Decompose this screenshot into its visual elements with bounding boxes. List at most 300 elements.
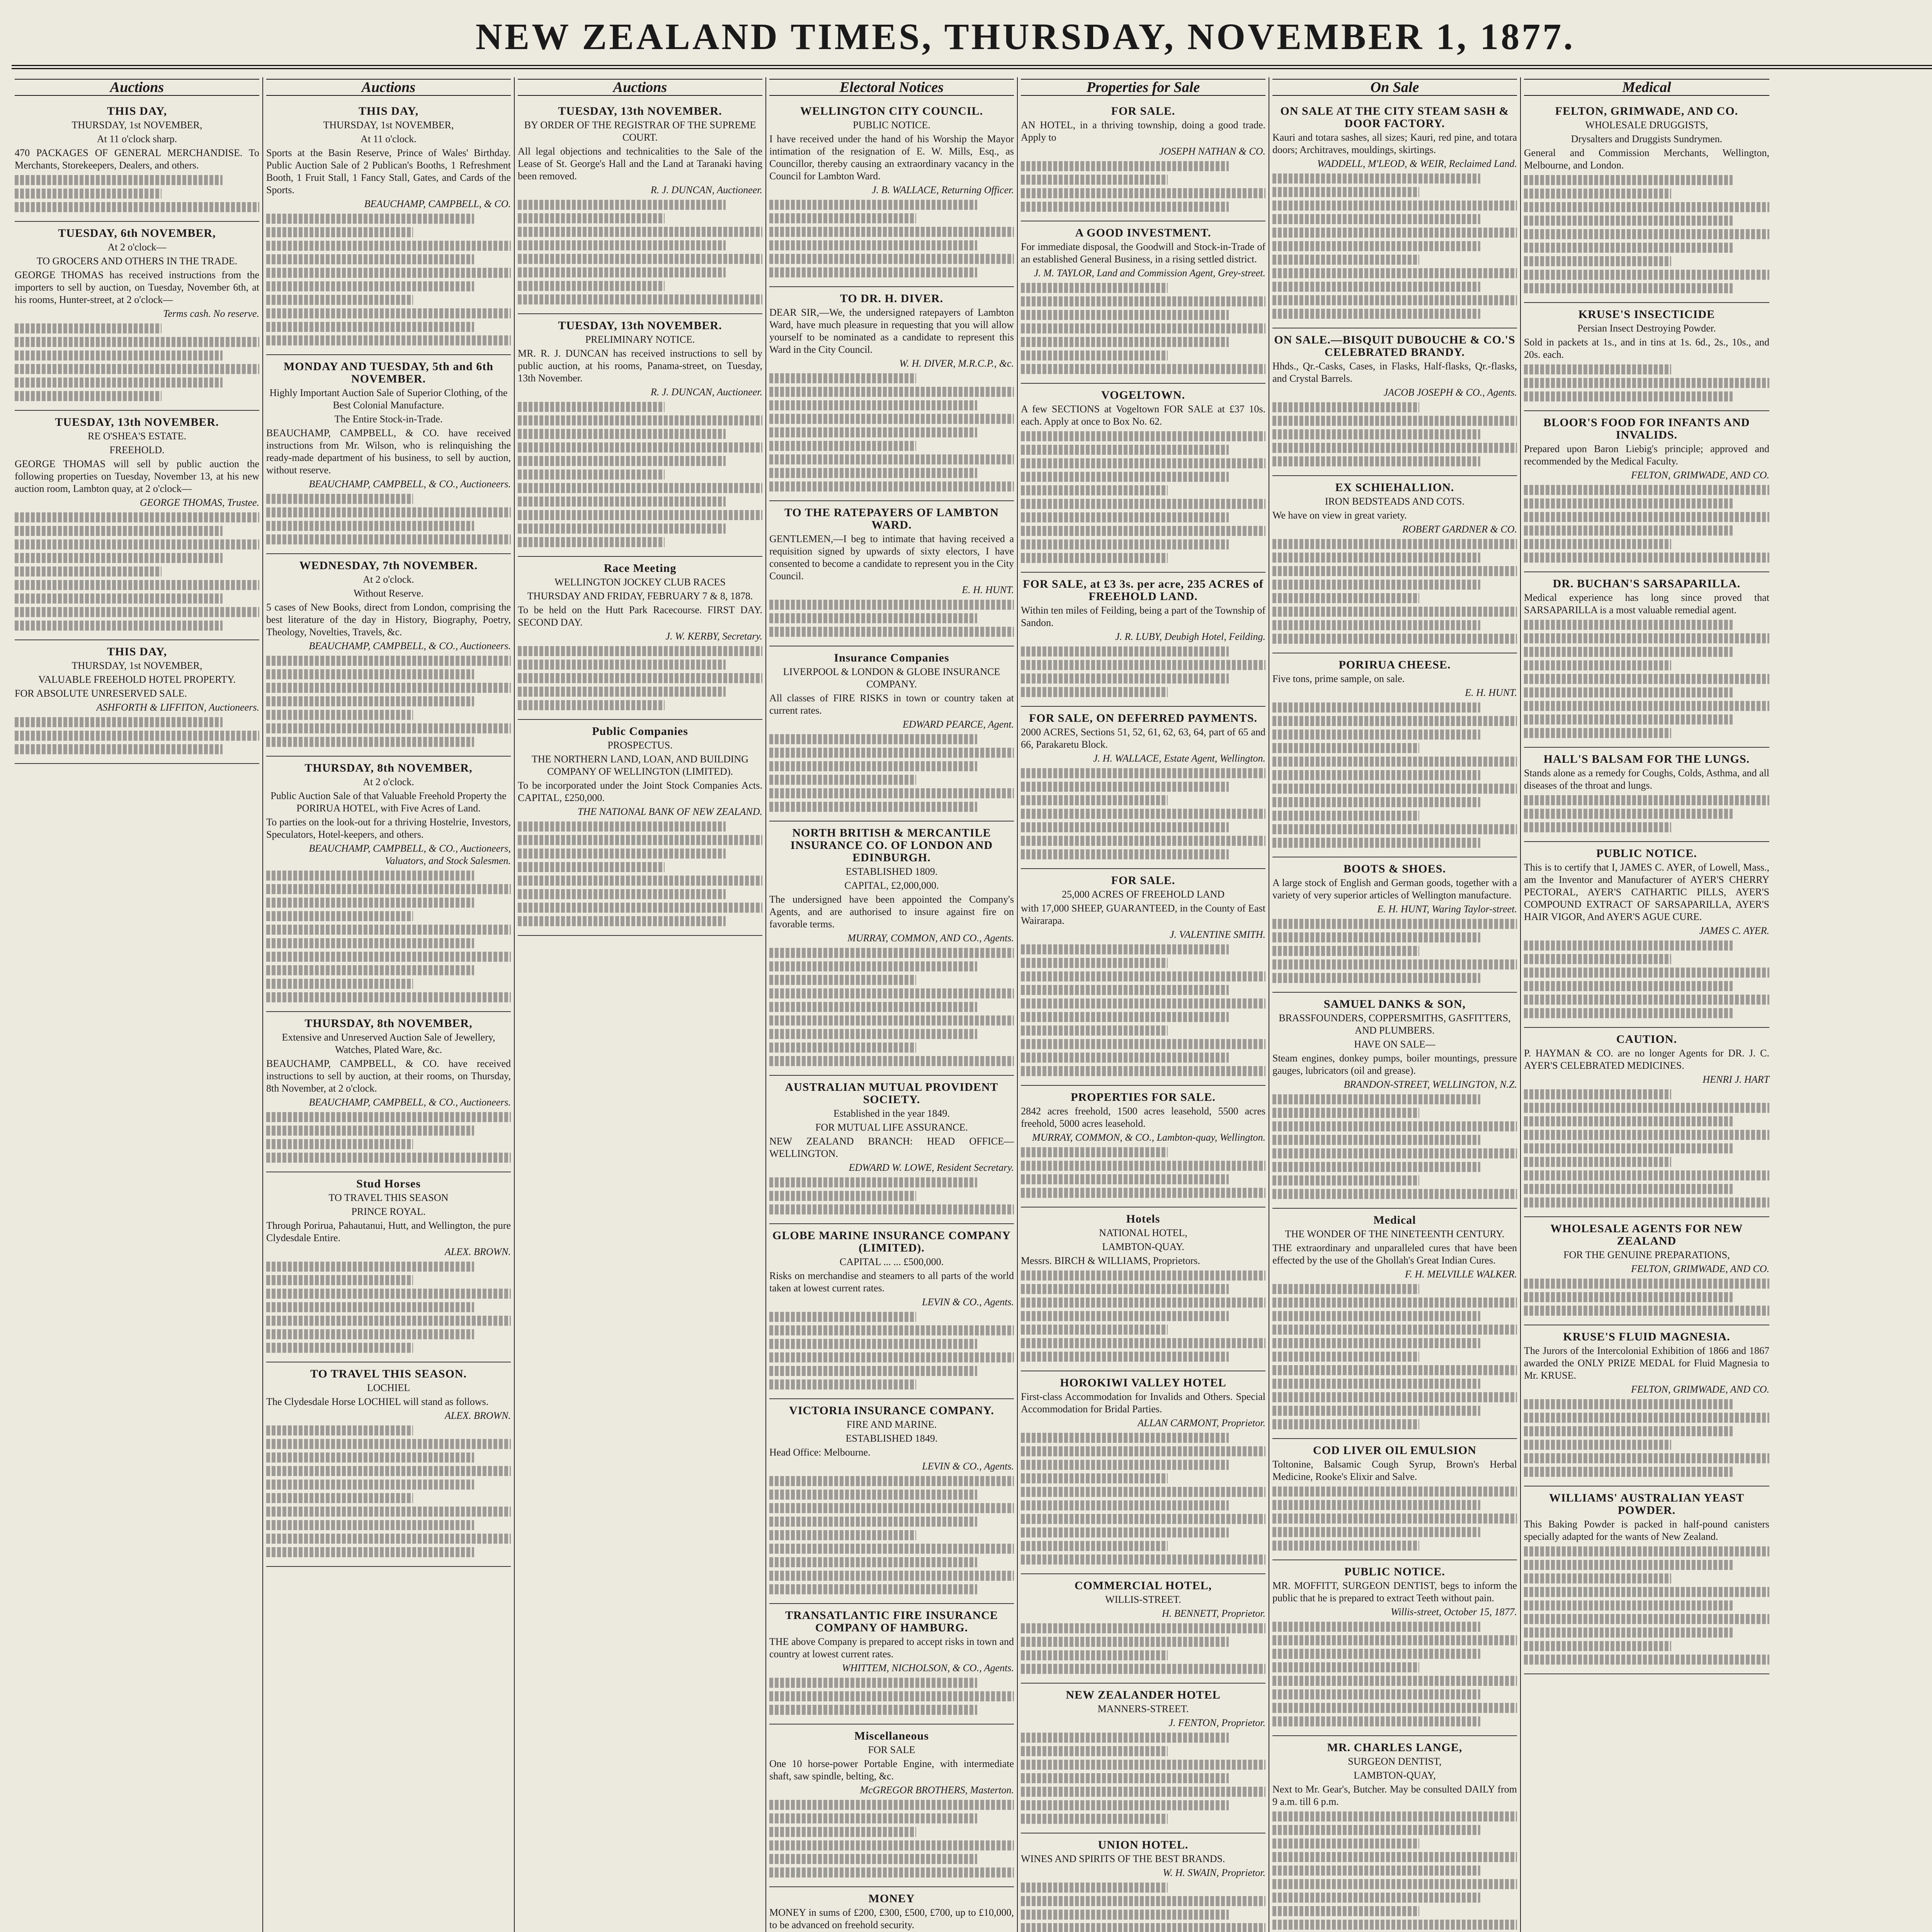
print-line [1021,1311,1229,1321]
print-line [1524,1089,1671,1099]
ad-headline: ON SALE AT THE CITY STEAM SASH & DOOR FACTORY. [1280,105,1509,130]
ad-body: Kauri and totara sashes, all sizes; Kauri, red pine, and totara doors; Architraves, mouldings, skirtings. [1272,132,1517,155]
print-line [1021,1923,1265,1932]
ad-note: The Entire Stock-in-Trade. [334,413,443,425]
ad-headline: UNION HOTEL. [1098,1838,1189,1851]
print-line [769,748,1014,758]
print-line [1272,784,1517,794]
ad-body: DEAR SIR,—We, the undersigned ratepayers of Lambton Ward, have much pleasure in requesting that you will allow yourself to be nominated as a candidate to represent this Ward in the City Council. [769,307,1014,355]
print-line [266,871,474,881]
ad-headline: Insurance Companies [834,651,949,664]
ad-body: with 17,000 SHEEP, GUARANTEED, in the County of East Wairarapa. [1021,903,1265,926]
ad-headline: WHOLESALE AGENTS FOR NEW ZEALAND [1550,1222,1743,1247]
ad-body: This is to certify that I, JAMES C. AYER, of Lowell, Mass., am the Inventor and Manufacturer of AYER'S CHERRY PECTORAL, AYER'S CATHARTIC PILLS, AYER'S COMPOUND EXTRACT OF SARSAPARILLA, AYER'S HAIR VIGOR, And AYER'S AGUE CURE. [1524,862,1769,922]
ad-signature: HENRI J. HART [1702,1074,1769,1085]
advertisement [15,222,259,411]
print-line [769,1043,916,1053]
print-line [266,992,511,1002]
print-line [1272,1866,1480,1876]
ad-body: Sports at the Basin Reserve, Prince of Wales' Birthday. Public Auction Sale of 2 Publican's Booths, 1 Refreshment Booth, 1 Fruit Stall, 1 Fancy Stall, Gates, and Cards of the Sports. [266,147,511,196]
print-line [1021,1174,1229,1184]
ad-signature: BEAUCHAMP, CAMPBELL, & CO., Auctioneers. [309,1097,511,1108]
print-line [1524,216,1733,226]
print-line [1021,445,1229,455]
print-line [518,821,726,832]
ad-signature: ALEX. BROWN. [444,1410,511,1421]
advertisement [266,1362,511,1567]
ad-signature: ALEX. BROWN. [444,1246,511,1257]
ad-body: First-class Accommodation for Invalids and Others. Special Accommodation for Bridal Parties. [1021,1391,1265,1415]
ad-subhead: PRELIMINARY NOTICE. [585,334,695,345]
print-line [1524,995,1769,1005]
ad-note: At 11 o'clock sharp. [97,133,177,145]
ad-body: All legal objections and technicalities to the Sale of the Lease of St. George's Hall and the Land at Taranaki having been removed. [518,146,762,182]
ad-headline: NEW ZEALANDER HOTEL [1066,1689,1221,1701]
print-line [266,710,413,720]
ad-headline: FOR SALE. [1111,105,1175,117]
print-line [1524,364,1671,374]
print-line [1021,553,1168,563]
print-line [769,1854,977,1864]
ad-signature: THE NATIONAL BANK OF NEW ZEALAND. [577,806,762,817]
print-line [769,1325,1014,1335]
print-line [1021,1910,1229,1920]
print-line [1524,674,1769,684]
advertisement [1524,1028,1769,1217]
ad-headline: Stud Horses [356,1177,421,1190]
print-line [518,213,665,223]
ad-subhead: SURGEON DENTIST, [1348,1756,1442,1767]
print-line [1021,1896,1265,1906]
ad-body: Steam engines, donkey pumps, boiler mountings, pressure gauges, lubricators (oil and grease). [1272,1053,1517,1076]
print-line [15,607,259,617]
ad-headline: VICTORIA INSURANCE COMPANY. [789,1404,994,1417]
print-line [1524,229,1769,239]
print-line [1272,716,1517,726]
print-line [518,916,726,926]
ad-subhead: FIRE AND MARINE. [846,1419,937,1430]
column-2 [263,77,515,1932]
print-line [1021,1026,1168,1036]
print-line [266,1493,413,1503]
ad-signature: J. VALENTINE SMITH. [1170,929,1265,940]
ad-headline: BOOTS & SHOES. [1344,862,1446,875]
ad-body: THE above Company is prepared to accept risks in town and country at lowest current rates. [769,1636,1014,1660]
ad-headline: MR. CHARLES LANGE, [1327,1741,1463,1754]
ad-note: VALUABLE FREEHOLD HOTEL PROPERTY. [38,674,236,685]
print-line [266,1262,474,1272]
print-line [1524,701,1769,711]
advertisement [1021,1684,1265,1833]
print-line [518,402,665,412]
print-line [1272,1541,1419,1551]
print-line [1524,1628,1733,1638]
print-line [266,521,474,531]
print-line [769,1678,977,1688]
print-line [769,1813,977,1823]
ad-body: I have received under the hand of his Worship the Mayor intimation of the resignation of E. W. Mills, Esq., as Councillor, thereby causing an extraordinary vacancy in the Council for Lambton Ward. [769,133,1014,182]
print-line [1524,714,1733,724]
print-line [769,1557,977,1567]
print-line [266,1302,474,1312]
ad-subhead: 25,000 ACRES OF FREEHOLD LAND [1061,889,1225,900]
print-line [1272,456,1480,466]
print-line [1021,202,1229,212]
print-line [769,227,1014,237]
ad-signature: BRANDON-STREET, WELLINGTON, N.Z. [1344,1079,1517,1090]
print-line [266,214,474,224]
print-line [1524,391,1733,401]
print-line [1272,932,1480,942]
advertisement [1021,1086,1265,1208]
print-line [518,483,762,493]
print-line [518,510,762,520]
advertisement [1524,411,1769,572]
print-line [1021,283,1168,293]
print-line [266,911,413,921]
print-line [1021,1460,1229,1470]
print-line [769,948,1014,958]
print-line [1524,539,1671,549]
ad-headline: THIS DAY, [107,645,167,658]
advertisement [1272,857,1517,993]
ad-signature: MURRAY, COMMON, AND CO., Agents. [847,932,1014,944]
print-line [266,737,474,747]
print-line [1272,1852,1517,1862]
ad-signature: EDWARD W. LOWE, Resident Secretary. [849,1162,1014,1173]
print-line [1021,1800,1229,1810]
ad-note: THE NORTHERN LAND, LOAN, AND BUILDING COMPANY OF WELLINGTON (LIMITED). [532,753,748,777]
ad-signature: R. J. DUNCAN, Auctioneer. [650,386,762,398]
print-line [1524,795,1769,805]
print-line [1524,202,1769,212]
print-line [518,673,762,683]
print-line [769,1029,977,1039]
print-line [769,775,916,785]
ad-signature: ASHFORTH & LIFFITON, Auctioneers. [96,702,259,713]
print-line [1272,757,1517,767]
ad-headline: WELLINGTON CITY COUNCIL. [800,105,983,117]
ad-body: 2842 acres freehold, 1500 acres leasehold, 5500 acres freehold, 5000 acres leasehold. [1021,1105,1265,1129]
print-line [1272,295,1517,305]
ad-note: HAVE ON SALE— [1354,1039,1435,1050]
column-7 [1521,77,1772,1932]
print-line [769,1517,977,1527]
ad-signature: MURRAY, COMMON, & CO., Lambton-quay, Wellington. [1032,1132,1265,1143]
ad-subhead: ESTABLISHED 1809. [845,866,938,877]
advertisement [518,314,762,557]
ad-signature: BEAUCHAMP, CAMPBELL, & CO., Auctioneers. [309,478,511,490]
print-line [1272,1703,1517,1713]
column-heading: Auctions [518,79,762,96]
advertisement [518,557,762,720]
print-line [15,539,259,549]
ad-subhead: LOCHIEL [367,1382,410,1393]
ad-signature: F. H. MELVILLE WALKER. [1405,1269,1517,1280]
print-line [1272,282,1480,292]
print-line [518,497,726,507]
advertisement [1524,100,1769,303]
print-line [266,1139,413,1149]
print-line [769,1352,1014,1362]
print-line [1272,1635,1517,1645]
ad-signature: J. R. LUBY, Deubigh Hotel, Feilding. [1115,631,1265,642]
ad-headline: TRANSATLANTIC FIRE INSURANCE COMPANY OF HAMBURG. [785,1609,998,1634]
print-line [769,468,977,478]
print-line [15,350,223,361]
ad-signature: ROBERT GARDNER & CO. [1402,524,1517,535]
ad-body: GENTLEMEN,—I beg to intimate that having received a requisition signed by upwards of sixty electors, I have consented to become a candidate to represent you in the City Council. [769,533,1014,582]
ad-signature: FELTON, GRIMWADE, AND CO. [1631,1263,1769,1274]
print-line [1021,1298,1265,1308]
print-line [1272,1162,1480,1172]
ad-note: FREEHOLD. [109,444,165,456]
ad-subhead: FOR SALE [868,1744,915,1755]
print-line [266,507,511,517]
advertisement [769,501,1014,646]
print-line [1021,673,1229,684]
advertisement [1272,653,1517,857]
print-line [266,723,511,733]
print-line [1272,187,1419,197]
advertisement [518,100,762,314]
print-line [518,267,726,277]
print-line [266,1466,511,1476]
print-line [1021,782,1229,792]
ad-body: Next to Mr. Gear's, Butcher. May be consulted DAILY from 9 a.m. till 6 p.m. [1272,1784,1517,1807]
ad-headline: PUBLIC NOTICE. [1344,1565,1445,1578]
print-line [1272,770,1480,780]
ad-headline: DR. BUCHAN'S SARSAPARILLA. [1553,577,1741,590]
ad-headline: TUESDAY, 13th NOVEMBER. [558,319,722,332]
print-line [15,323,162,333]
ad-body: THE extraordinary and unparalleled cures that have been effected by the use of the Ghollah's Great Indian Cures. [1272,1242,1517,1266]
print-line [1272,309,1480,319]
print-line [15,512,259,522]
print-line [518,200,726,210]
print-line [15,580,259,590]
print-line [1272,1419,1419,1429]
print-line [769,627,1014,637]
print-line [266,494,413,504]
print-line [1272,201,1517,211]
advertisement [1021,1208,1265,1371]
advertisement [1021,384,1265,573]
ad-headline: PROPERTIES FOR SALE. [1071,1091,1216,1104]
print-line [1272,1189,1517,1199]
advertisement [769,1399,1014,1604]
print-line [1524,1426,1733,1436]
ad-signature: E. H. HUNT, Waring Taylor-street. [1377,903,1517,915]
print-line [266,281,474,291]
ad-subhead: BRASSFOUNDERS, COPPERSMITHS, GASFITTERS, AND PLUMBERS. [1279,1012,1511,1036]
print-line [15,378,223,388]
column-heading: Properties for Sale [1021,79,1265,96]
print-line [1021,485,1168,495]
ad-headline: FOR SALE, ON DEFERRED PAYMENTS. [1029,712,1258,724]
print-line [1021,431,1265,441]
print-line [1021,944,1229,954]
print-line [1021,768,1265,778]
print-line [1272,1311,1480,1321]
print-line [266,1316,511,1326]
print-line [518,281,665,291]
ad-headline: MONEY [868,1892,915,1905]
ad-headline: Medical [1373,1214,1416,1226]
print-line [1524,1440,1671,1450]
ad-body: Toltonine, Balsamic Cough Syrup, Brown's Herbal Medicine, Rooke's Elixir and Salve. [1272,1459,1517,1482]
print-line [1021,958,1168,968]
advertisement [1021,1371,1265,1574]
print-line [266,925,511,935]
advertisement [1524,572,1769,748]
print-line [15,553,223,563]
print-line [1021,1637,1229,1647]
ad-subhead: NATIONAL HOTEL, [1099,1227,1187,1238]
print-line [769,1312,916,1322]
print-line [1272,1622,1480,1632]
print-line [769,1530,916,1540]
advertisement [15,640,259,764]
ad-headline: BLOOR'S FOOD FOR INFANTS AND INVALIDS. [1543,416,1750,441]
ad-subhead: THE WONDER OF THE NINETEENTH CENTURY. [1285,1228,1505,1240]
print-line [1272,730,1480,740]
ad-body: MR. MOFFITT, SURGEON DENTIST, begs to inform the public that he is prepared to extract Teeth without pain. [1272,1580,1517,1604]
print-line [1021,822,1229,832]
ad-signature: FELTON, GRIMWADE, AND CO. [1631,1384,1769,1395]
print-line [1272,255,1419,265]
print-line [1524,660,1671,670]
print-line [769,1571,1014,1581]
print-line [518,537,665,547]
advertisement [1021,100,1265,221]
ad-headline: COMMERCIAL HOTEL, [1074,1579,1212,1592]
print-line [1272,1379,1480,1389]
column-heading: Electoral Notices [769,79,1014,96]
ad-body: Head Office: Melbourne. [769,1447,871,1458]
advertisement [1272,1439,1517,1560]
print-line [769,1379,916,1389]
print-line [1524,498,1733,509]
ad-subhead: At 2 o'clock. [363,776,414,787]
print-line [769,1584,977,1594]
print-line [1021,1039,1265,1049]
print-line [1021,1733,1229,1743]
ad-body: We have on view in great variety. [1272,510,1407,521]
ad-headline: A GOOD INVESTMENT. [1075,226,1211,239]
print-line [15,731,259,741]
ad-headline: NORTH BRITISH & MERCANTILE INSURANCE CO. OF LONDON AND EDINBURGH. [790,827,993,864]
print-line [1021,323,1265,333]
ad-headline: PUBLIC NOTICE. [1596,847,1697,860]
print-line [1021,188,1265,198]
print-line [266,669,474,679]
advertisement [1524,1486,1769,1674]
ad-headline: TO THE RATEPAYERS OF LAMBTON WARD. [784,506,999,531]
advertisement [769,646,1014,821]
print-line [518,240,726,250]
ad-body: To be incorporated under the Joint Stock Companies Acts. CAPITAL, £250,000. [518,780,762,803]
print-line [1021,499,1265,509]
print-line [1524,1467,1733,1477]
print-line [769,1339,977,1349]
print-line [518,524,726,534]
ad-headline: THIS DAY, [358,105,419,117]
print-line [518,687,726,697]
print-line [769,454,1014,464]
print-line [266,1329,474,1339]
print-line [1272,1649,1480,1659]
ad-body: NEW ZEALAND BRANCH: HEAD OFFICE—WELLINGTON. [769,1136,1014,1159]
print-line [266,656,511,666]
print-line [769,1840,1014,1850]
advertisement [1272,1560,1517,1736]
ad-subhead: MANNERS-STREET. [1097,1703,1189,1714]
print-line [1524,981,1733,991]
print-line [769,267,977,277]
print-line [769,975,916,985]
ad-body: Messrs. BIRCH & WILLIAMS, Proprietors. [1021,1255,1200,1266]
ad-headline: CAUTION. [1616,1033,1677,1046]
column-heading: Medical [1524,79,1769,96]
print-line [1021,539,1229,549]
print-line [1021,1746,1168,1756]
ad-headline: TUESDAY, 6th NOVEMBER, [58,227,216,240]
print-line [1021,161,1229,171]
print-line [769,988,1014,998]
advertisement [769,821,1014,1076]
print-line [518,903,762,913]
ad-subhead: LIVERPOOL & LONDON & GLOBE INSURANCE COMPANY. [783,666,1000,690]
ad-signature: WHITTEM, NICHOLSON, & CO., Agents. [842,1662,1014,1673]
print-line [1272,607,1517,617]
print-line [1021,1147,1168,1157]
print-line [1524,1587,1769,1597]
ad-headline: PORIRUA CHEESE. [1338,658,1451,671]
print-line [518,849,726,859]
print-line [518,294,762,304]
ad-headline: COD LIVER OIL EMULSION [1313,1444,1476,1457]
print-line [15,175,223,185]
ad-signature: J. B. WALLACE, Returning Officer. [872,184,1014,196]
print-line [1272,214,1480,224]
ad-subhead: THURSDAY, 1st NOVEMBER, [323,119,454,131]
ad-headline: WILLIAMS' AUSTRALIAN YEAST POWDER. [1549,1492,1744,1517]
print-line [1272,797,1480,807]
advertisement [518,720,762,936]
print-line [266,1520,474,1530]
print-line [15,526,223,536]
print-line [1272,429,1480,439]
print-line [1272,539,1517,549]
advertisement [1272,476,1517,653]
print-line [1524,1170,1769,1180]
advertisement [1021,573,1265,707]
ad-headline: Race Meeting [604,562,677,575]
ad-body: GEORGE THOMAS has received instructions from the importers to sell by auction, on Tuesday, November 6th, at his rooms, Hunter-street, at 2 o'clock— [15,269,259,305]
print-line [1272,1500,1480,1510]
column-3 [515,77,766,1932]
advertisement [1021,869,1265,1086]
print-line [1272,553,1480,563]
ad-body: WINES AND SPIRITS OF THE BEST BRANDS. [1021,1853,1225,1864]
print-line [1272,580,1480,590]
print-line [1021,364,1265,374]
ad-body: Sold in packets at 1s., and in tins at 1s. 6d., 2s., 10s., and 20s. each. [1524,337,1769,360]
ad-note: At 11 o'clock. [361,133,417,145]
print-line [1524,378,1769,388]
print-line [1021,849,1229,859]
